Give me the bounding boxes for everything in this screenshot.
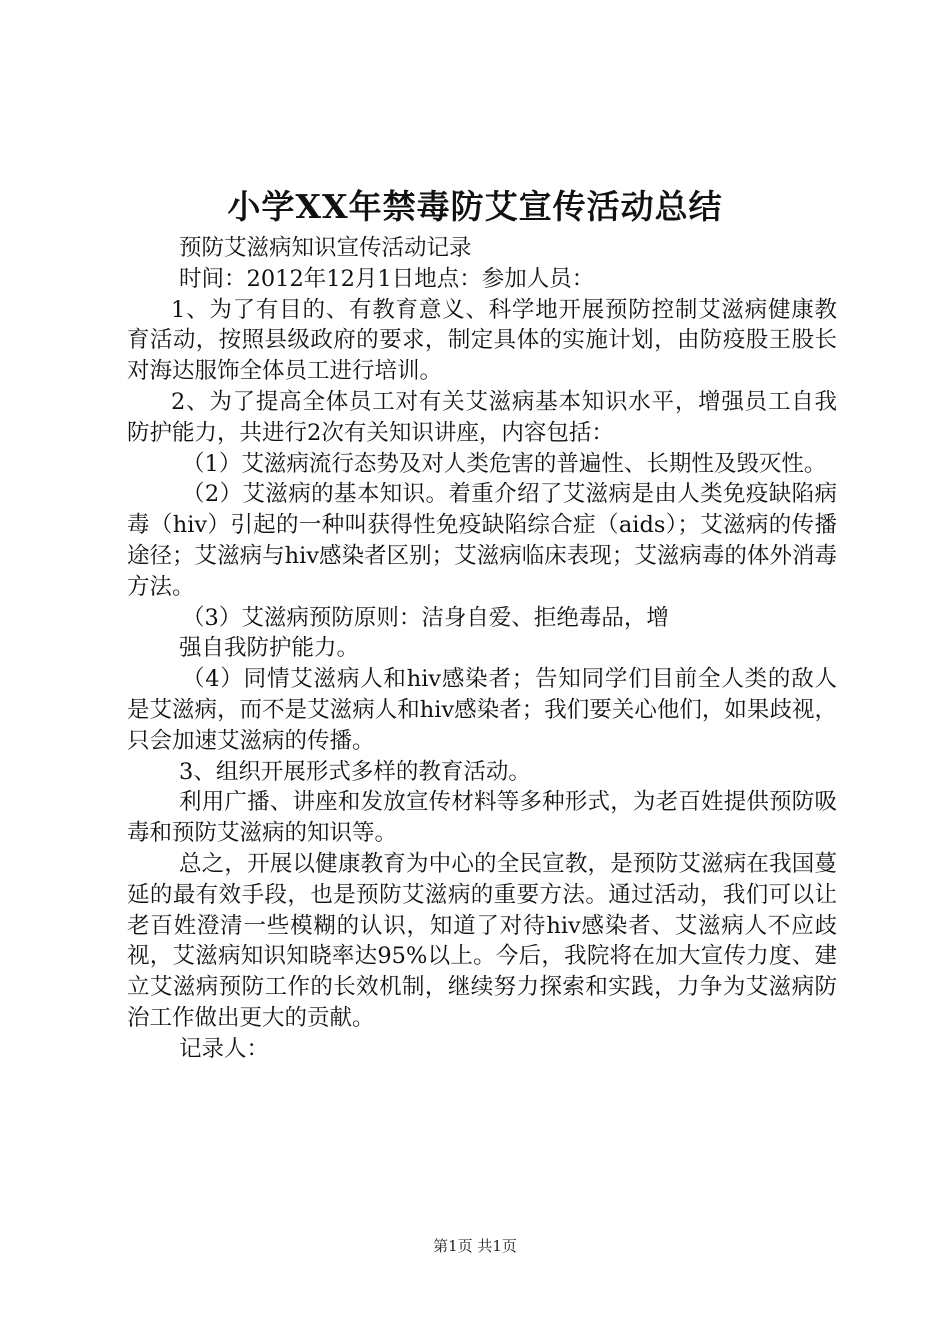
paragraph-item-2: 2、为了提高全体员工对有关艾滋病基本知识水平，增强员工自我防护能力，共进行2次有关知识讲座，内容包括：: [127, 388, 837, 446]
paragraph-subtitle: 预防艾滋病知识宣传活动记录: [179, 235, 472, 261]
paragraph-subitem-2: （2）艾滋病的基本知识。着重介绍了艾滋病是由人类免疫缺陷病毒（hiv）引起的一种叫获得性免疫缺陷综合症（aids）；艾滋病的传播途径；艾滋病与hiv感染者区别；艾滋病临床表现；艾滋病毒的体外消毒方法。: [127, 481, 837, 600]
paragraph-item-1: 1、为了有目的、有教育意义、科学地开展预防控制艾滋病健康教育活动，按照县级政府的要求，制定具体的实施计划，由防疫股王股长对海达服饰全体员工进行培训。: [127, 296, 837, 385]
paragraph-subitem-1: （1）艾滋病流行态势及对人类危害的普遍性、长期性及毁灭性。: [182, 450, 827, 477]
page-footer: 第1页 共1页: [433, 1237, 517, 1255]
paragraph-subitem-3-continued: 强自我防护能力。: [179, 635, 360, 662]
document-body: [127, 233, 837, 1065]
paragraph-subitem-4: （4）同情艾滋病人和hiv感染者；告知同学们目前全人类的敌人是艾滋病，而不是艾滋病人和hiv感染者；我们要关心他们，如果歧视，只会加速艾滋病的传播。: [127, 666, 837, 754]
paragraph-activities: 利用广播、讲座和发放宣传材料等多种形式，为老百姓提供预防吸毒和预防艾滋病的知识等。: [127, 789, 837, 847]
paragraph-subitem-3: （3）艾滋病预防原则：洁身自爱、拒绝毒品，增: [182, 604, 669, 631]
paragraph-item-3: 3、组织开展形式多样的教育活动。: [179, 758, 531, 785]
paragraph-recorder: 记录人：: [179, 1035, 270, 1062]
paragraph-conclusion: 总之，开展以健康教育为中心的全民宣教，是预防艾滋病在我国蔓延的最有效手段，也是预防艾滋病的重要方法。通过活动，我们可以让老百姓澄清一些模糊的认识，知道了对待hiv感染者、艾滋病人不应歧视，艾滋病知识知晓率达95%以上。今后，我院将在加大宣传力度、建立艾滋病预防工作的长效机制，继续努力探索和实践，力争为艾滋病防治工作做出更大的贡献。: [127, 850, 837, 1031]
document-title: 小学XX年禁毒防艾宣传活动总结: [227, 187, 723, 226]
paragraph-time-place: 时间：2012年12月1日地点：参加人员：: [179, 265, 595, 292]
